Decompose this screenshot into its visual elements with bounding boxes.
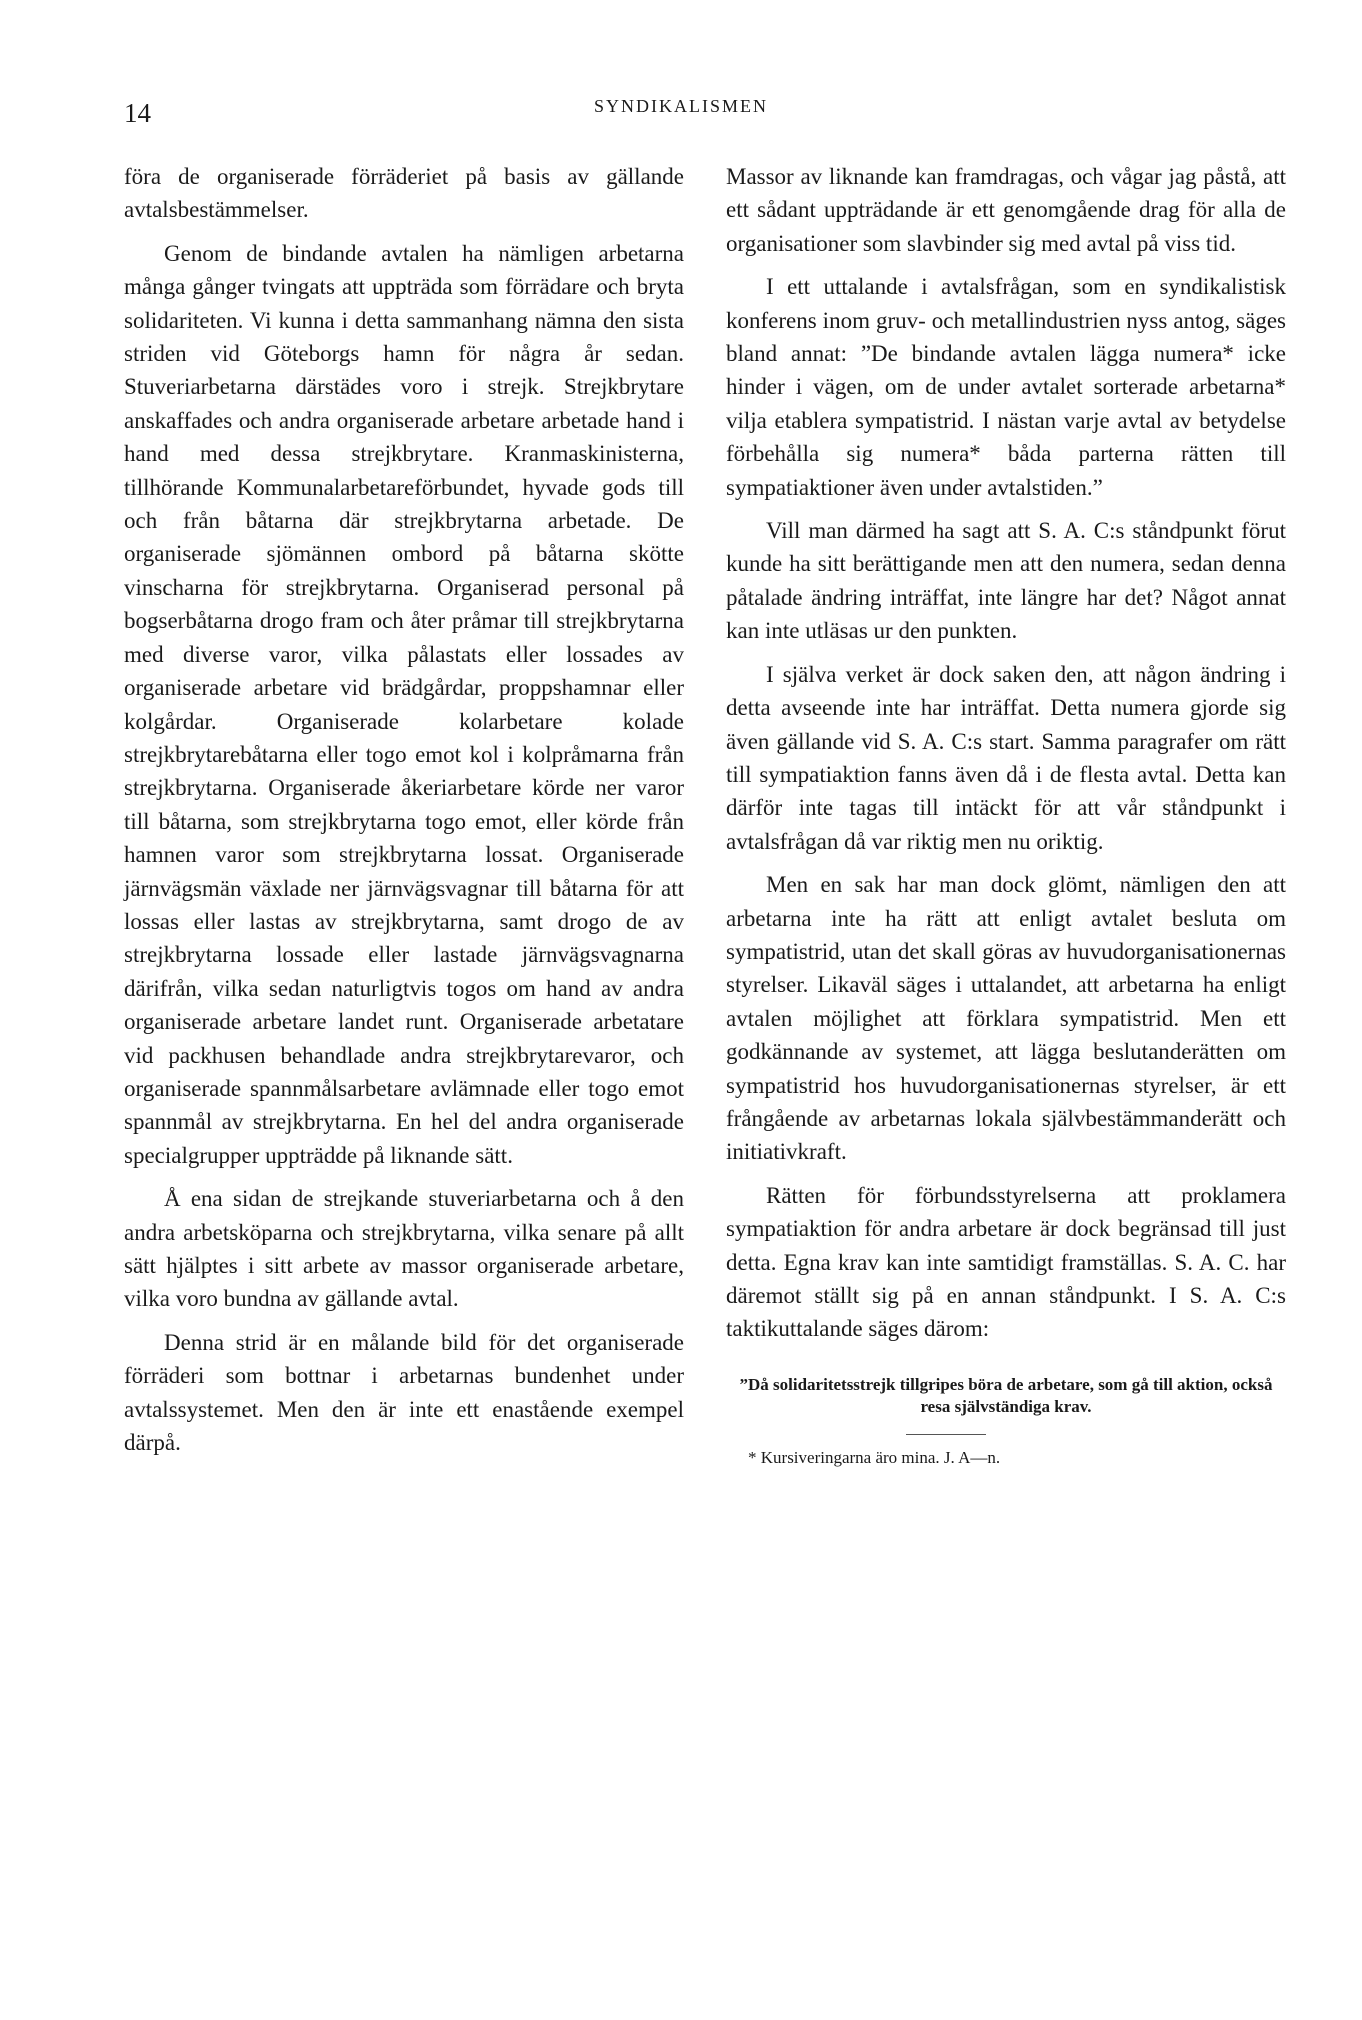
paragraph: Denna strid är en målande bild för det organiserade förräderi som bottnar i arbetarnas bundenhet under avtalssystemet. Men den är inte ett enastående exempel därpå.	[124, 1329, 684, 1456]
paragraph: Rätten för förbundsstyrelserna att proklamera sympatiaktion för andra arbetare är dock begränsad till just detta. Egna krav kan inte samtidigt framställas. S. A. C. har däremot ställt sig på en annan ståndpunkt. I S. A. C:s taktikuttalande säges därom:	[726, 1182, 1286, 1342]
block-quote: ”Då solidaritetsstrejk tillgripes böra de arbetare, som gå till aktion, också resa självständiga krav.	[739, 1374, 1273, 1416]
paragraph: Massor av liknande kan framdragas, och vågar jag påstå, att ett sådant uppträdande är ett genomgående drag för alla de organisationer som slavbinder sig med avtal på viss tid.	[726, 164, 1286, 256]
paragraph: Genom de bindande avtalen ha nämligen arbetarna många gånger tvingats att uppträda som förrädare och bryta solidariteten. Vi kunna i detta sammanhang nämna den sista striden vid Göteborgs hamn för några år sedan. Stuveriarbetarna därstädes voro i strejk. Strejkbrytare anskaffades och andra organiserade arbetare arbetade hand i hand med dessa strejkbrytare. Kranmaskinisterna, tillhörande Kommunalarbetareförbundet, hyvade gods till och från båtarna där strejkbrytarna arbetade. De organiserade sjömännen ombord på båtarna skötte vinscharna för strejkbrytarna. Organiserad personal på bogserbåtarna drogo fram och åter pråmar till strejkbrytarna med diverse varor, vilka pålastats eller lossades av organiserade arbetare vid brädgårdar, proppshamnar eller kolgårdar. Organiserade kolarbetare kolade strejkbrytarebåtarna eller togo emot kol i kolpråmarna från strejkbrytarna. Organiserade åkeriarbetare körde ner varor till båtarna, som strejkbrytarna togo emot, eller körde från hamnen varor som strejkbrytarna lossat. Organiserade järnvägsmän växlade ner järnvägsvagnar till båtarna för att lossas eller lastas av strejkbrytarna, samt drogo de av strejkbrytarna lossade eller lastade järnvägsvagnarna därifrån, vilka sedan naturligtvis togos om hand av andra organiserade arbetare landet runt. Organiserade arbetatare vid packhusen behandlade andra strejkbrytarevaror, och organiserade spannmålsarbetare avlämnade eller togo emot spannmål av strejkbrytarna. En hel del andra organiserade specialgrupper uppträdde på liknande sätt.	[124, 240, 684, 1168]
paragraph: I ett uttalande i avtalsfrågan, som en syndikalistisk konferens inom gruv- och metallindustrien nyss antog, säges bland annat: ”De bindande avtalen lägga numera* icke hinder i vägen, om de under avtalet sorterade arbetarna* vilja etablera sympatistrid. I nästan varje avtal av betydelse förbehålla sig numera* båda parterna rätten till sympatiaktioner även under avtalstiden.”	[726, 274, 1286, 500]
paragraph: föra de organiserade förräderiet på basis av gällande avtalsbestämmelser.	[124, 164, 684, 223]
footnote: * Kursiveringarna äro mina. J. A—n.	[748, 1447, 1001, 1467]
paragraph: Men en sak har man dock glömt, nämligen den att arbetarna inte ha rätt att enligt avtalet besluta om sympatistrid, utan det skall göras av huvudorganisationernas styrelser. Likaväl säges i uttalandet, att arbetarna ha enligt avtalen möjlighet att förklara sympatistrid. Men ett godkännande av systemet, att lägga beslutanderätten om sympatistrid hos huvudorganisationernas styrelser, är ett frångående av arbetarnas lokala självbestämmanderätt och initiativkraft.	[726, 872, 1286, 1165]
footnote-rule	[906, 1434, 986, 1435]
left-column	[124, 160, 684, 1459]
paragraph: Å ena sidan de strejkande stuveriarbetarna och å den andra arbetsköparna och strejkbrytarna, vilka senare på allt sätt hjälptes i sitt arbete av massor organiserade arbetare, vilka voro bundna av gällande avtal.	[124, 1186, 684, 1312]
paragraph: I själva verket är dock saken den, att någon ändring i detta avseende inte har inträffat. Detta numera gjorde sig även gällande vid S. A. C:s start. Samma paragrafer om rätt till sympatiaktion fanns även då i de flesta avtal. Detta kan därför inte tagas till intäckt för att vår ståndpunkt i avtalsfrågan då var riktig men nu oriktig.	[726, 661, 1286, 854]
paragraph: Vill man därmed ha sagt att S. A. C:s ståndpunkt förut kunde ha sitt berättigande men att den numera, sedan denna påtalade ändring inträffat, inte längre har det? Något annat kan inte utläsas ur den punkten.	[726, 518, 1286, 644]
right-column	[726, 160, 1286, 1469]
page-number: 14	[124, 98, 151, 128]
running-title: SYNDIKALISMEN	[594, 96, 768, 116]
